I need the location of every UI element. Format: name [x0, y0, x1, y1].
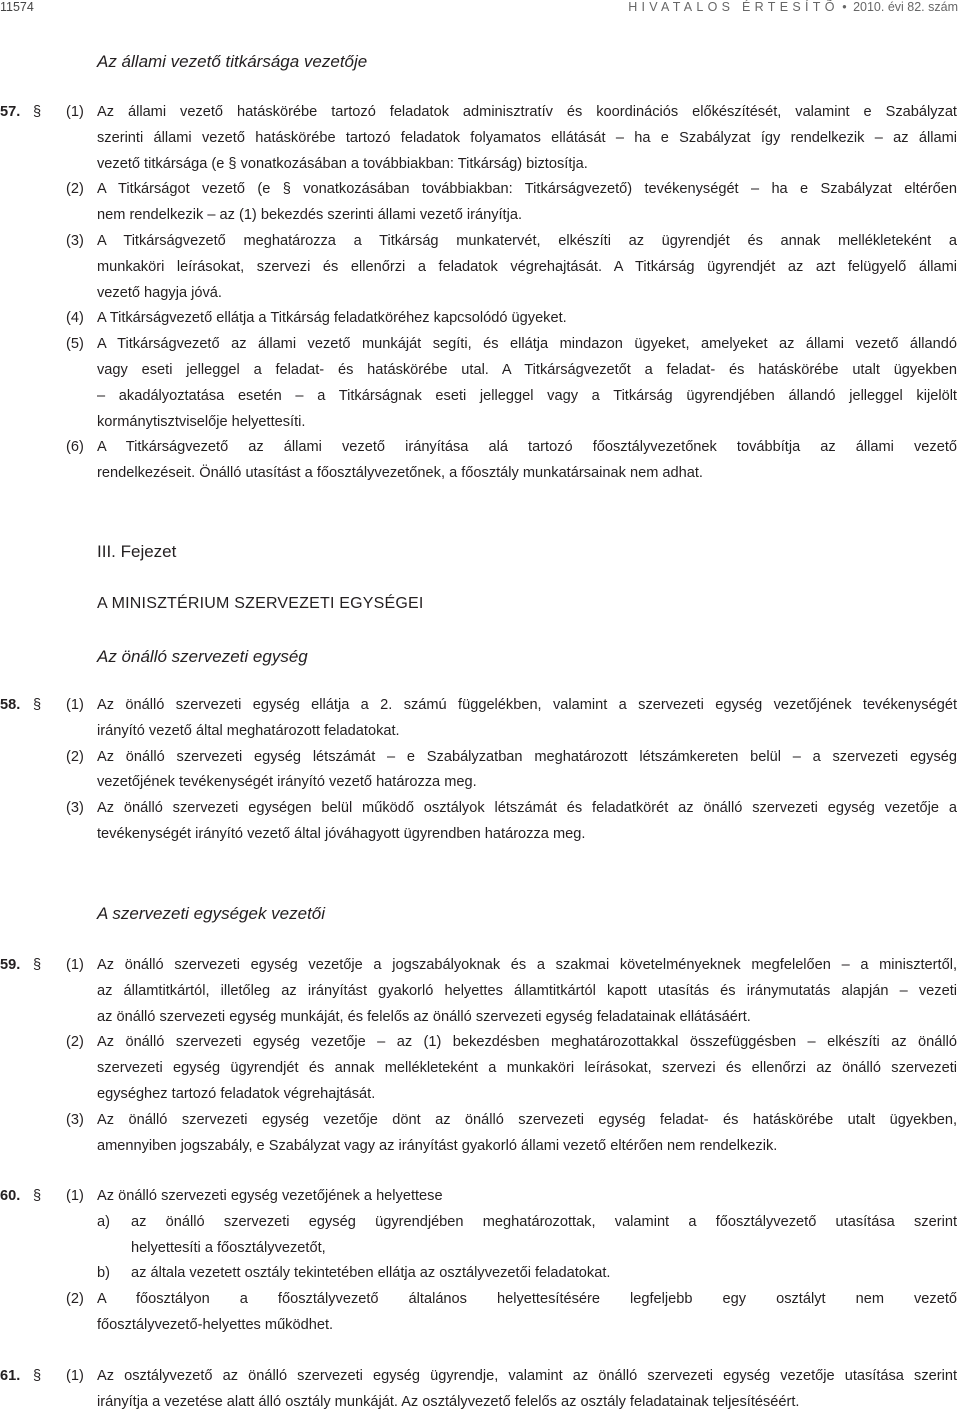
paragraph: [0, 1364, 960, 1416]
text-line: irányító vezető által meghatározott feladatokat.: [97, 722, 400, 739]
text-line: Az önálló szervezeti egység létszámát – e Szabályzatban meghatározott létszámkereten belül – a szervezeti egység: [97, 748, 957, 765]
section-57: [0, 100, 960, 487]
section-sign: §: [33, 697, 42, 713]
paragraph: [0, 229, 960, 306]
text-line: Az állami vezető hatáskörébe tartozó feladatok adminisztratív és koordinációs előkészítését, valamint e Szabályzat: [97, 104, 957, 120]
publication-info: [628, 0, 958, 14]
list-item-label: b): [97, 1265, 110, 1282]
publication-title: HIVATALOS ÉRTESÍTÕ: [628, 0, 839, 14]
text-line: – akadályoztatása esetén – a Titkárságnak eseti jelleggel vagy a Titkárság ügyrendjében állandó jelleggel kijelölt: [97, 387, 957, 404]
text-line: A Titkárságvezető az állami vezető irányítása alá tartozó főosztályvezetőnek továbbítja az állami vezető: [97, 439, 957, 456]
subsection-title: Az állami vezető titkársága vezetője: [97, 52, 368, 71]
section-number: 60.: [0, 1188, 21, 1204]
paragraph-label: (3): [66, 232, 84, 249]
text-line: az államtitkártól, illetőleg az irányítást gyakorló helyettes államtitkártól kapott utasítás és iránymutatás alapján – vezeti: [97, 982, 957, 999]
text-line: rendelkezéseit. Önálló utasítást a főosztályvezetőnek, a főosztály munkatársainak nem adhat.: [97, 465, 703, 482]
text-line: amennyiben jogszabály, e Szabályzat vagy az irányítást gyakorló állami vezető eltérően nem rendelkezik.: [97, 1137, 778, 1154]
section-sign: §: [33, 104, 42, 120]
text-line: Az osztályvezető az önálló szervezeti egység ügyrendje, valamint az önálló szervezeti egység vezetője utasítása szerint: [97, 1368, 957, 1384]
paragraph-label: (3): [66, 1111, 84, 1128]
paragraph: [0, 693, 960, 745]
text-line: helyettesíti a főosztályvezetőt,: [131, 1239, 326, 1256]
text-line: Az önálló szervezeti egység ellátja a 2. számú függelékben, valamint a szervezeti egység vezetőjének tevékenységét: [97, 697, 957, 713]
paragraph: [0, 953, 960, 1030]
text-line: A Titkárságvezető meghatározza a Titkárság munkatervét, elkészíti az ügyrendjét és annak mellékleteként a: [97, 232, 957, 249]
section-58: [0, 693, 960, 848]
paragraph-label: (1): [66, 1188, 84, 1204]
chapter-title: A MINISZTÉRIUM SZERVEZETI EGYSÉGEI: [97, 595, 424, 612]
paragraph: [0, 796, 960, 848]
paragraph: [0, 435, 960, 487]
subsection-title: Az önálló szervezeti egység: [97, 647, 308, 666]
page-number: 11574: [0, 0, 34, 14]
bullet-separator: •: [842, 0, 847, 14]
paragraph: [0, 177, 960, 229]
text-line: A Titkárságvezető ellátja a Titkárság feladatköréhez kapcsolódó ügyeket.: [97, 310, 567, 327]
text-line: Az önálló szervezeti egységen belül működő osztályok létszámát és feladatkörét az önálló szervezeti egység vezetője a: [97, 800, 957, 817]
paragraph-label: (5): [66, 336, 84, 353]
list-item: [0, 1261, 960, 1287]
section-sign: §: [33, 957, 42, 973]
text-line: vezetőjének tevékenységét irányító vezető határozza meg.: [97, 774, 477, 791]
paragraph: [0, 1287, 960, 1339]
paragraph: [0, 306, 960, 332]
chapter-number: III. Fejezet: [97, 542, 177, 561]
section-59: [0, 953, 960, 1159]
list-item-label: a): [97, 1213, 110, 1230]
section-61: [0, 1364, 960, 1416]
text-line: vezető titkársága (e § vonatkozásában a továbbiakban: Titkárság) biztosítja.: [97, 155, 588, 172]
paragraph-label: (2): [66, 748, 84, 765]
paragraph-label: (1): [66, 104, 84, 120]
text-line: az általa vezetett osztály tekintetében ellátja az osztályvezetői feladatokat.: [131, 1265, 611, 1282]
section-number: 59.: [0, 957, 21, 973]
paragraph-label: (1): [66, 957, 84, 973]
text-line: nem rendelkezik – az (1) bekezdés szerinti állami vezető irányítja.: [97, 207, 523, 224]
text-line: Az önálló szervezeti egység vezetője – az (1) bekezdésben meghatározottakkal összefüggésben – elkészíti az önálló: [97, 1034, 957, 1051]
section-number: 61.: [0, 1368, 21, 1384]
paragraph-label: (3): [66, 800, 84, 817]
paragraph: [0, 745, 960, 797]
paragraph-label: (6): [66, 439, 84, 456]
paragraph: [0, 1030, 960, 1107]
section-60: [0, 1184, 960, 1339]
paragraph-label: (4): [66, 310, 84, 327]
text-line: Az önálló szervezeti egység vezetőjének a helyettese: [97, 1188, 443, 1204]
text-line: A Titkárságot vezető (e § vonatkozásában továbbiakban: Titkárságvezető) tevékenységét – ha e Szabályzat eltérően: [97, 181, 957, 198]
paragraph: [0, 100, 960, 177]
text-line: főosztályvezető-helyettes működhet.: [97, 1316, 334, 1333]
subsection-title: A szervezeti egységek vezetői: [97, 904, 326, 923]
section-number: 57.: [0, 104, 21, 120]
paragraph-label: (2): [66, 1034, 84, 1051]
list-item: [0, 1210, 960, 1262]
paragraph-label: (1): [66, 1368, 84, 1384]
text-line: A főosztályon a főosztályvezető általános helyettesítésére legfeljebb egy osztályt nem vezető: [97, 1291, 957, 1308]
text-line: az önálló szervezeti egység ügyrendjében meghatározottak, valamint a főosztályvezető utasítása szerint: [131, 1213, 957, 1230]
text-line: kormánytisztviselője helyettesíti.: [97, 413, 306, 430]
paragraph-label: (1): [66, 697, 84, 713]
text-line: irányítja a vezetése alatt álló osztály munkáját. Az osztályvezető felelős az osztály feladatainak teljesítéséért.: [97, 1393, 800, 1410]
text-line: vezető hagyja jóvá.: [97, 284, 222, 301]
text-line: tevékenységét irányító vezető által jóváhagyott ügyrendben határozza meg.: [97, 825, 586, 842]
text-line: szervezeti egység ügyrendjét és annak mellékleteként a munkaköri leírásokat, szervezi és ellenőrzi az önálló szervezeti: [97, 1060, 957, 1077]
issue-number: 2010. évi 82. szám: [853, 0, 958, 14]
section-number: 58.: [0, 697, 21, 713]
paragraph: [0, 1108, 960, 1160]
page-header: [0, 0, 958, 16]
paragraph: [0, 332, 960, 435]
paragraph: [0, 1184, 960, 1287]
text-line: vagy eseti jelleggel a feladat- és hatáskörébe utal. A Titkárságvezetőt a feladat- és hatáskörébe utalt ügyekben: [97, 361, 957, 378]
section-sign: §: [33, 1188, 42, 1204]
paragraph-label: (2): [66, 181, 84, 198]
text-line: Az önálló szervezeti egység vezetője dönt az önálló szervezeti egység feladat- és hatáskörébe utalt ügyekben,: [97, 1111, 957, 1128]
text-line: egységhez tartozó feladatok végrehajtását.: [97, 1085, 376, 1102]
text-line: az önálló szervezeti egység munkáját, és felelős az önálló szervezeti egység feladatainak ellátásáért.: [97, 1008, 751, 1025]
paragraph-label: (2): [66, 1291, 84, 1308]
text-line: munkaköri leírásokat, szervezi és ellenőrzi a feladatok végrehajtását. A Titkárság ügyrendjét az azt felügyelő állami: [97, 258, 957, 275]
text-line: szerinti állami vezető hatáskörébe tartozó feladatok folyamatos ellátását – ha e Szabályzat így rendelkezik – az állami: [97, 129, 957, 146]
text-line: A Titkárságvezető az állami vezető munkáját segíti, és ellátja mindazon ügyeket, amelyeket az állami vezető állandó: [97, 336, 957, 353]
section-sign: §: [33, 1368, 42, 1384]
text-line: Az önálló szervezeti egység vezetője a jogszabályoknak és a szakmai követelményeknek megfelelően – a minisztertől,: [97, 957, 957, 973]
